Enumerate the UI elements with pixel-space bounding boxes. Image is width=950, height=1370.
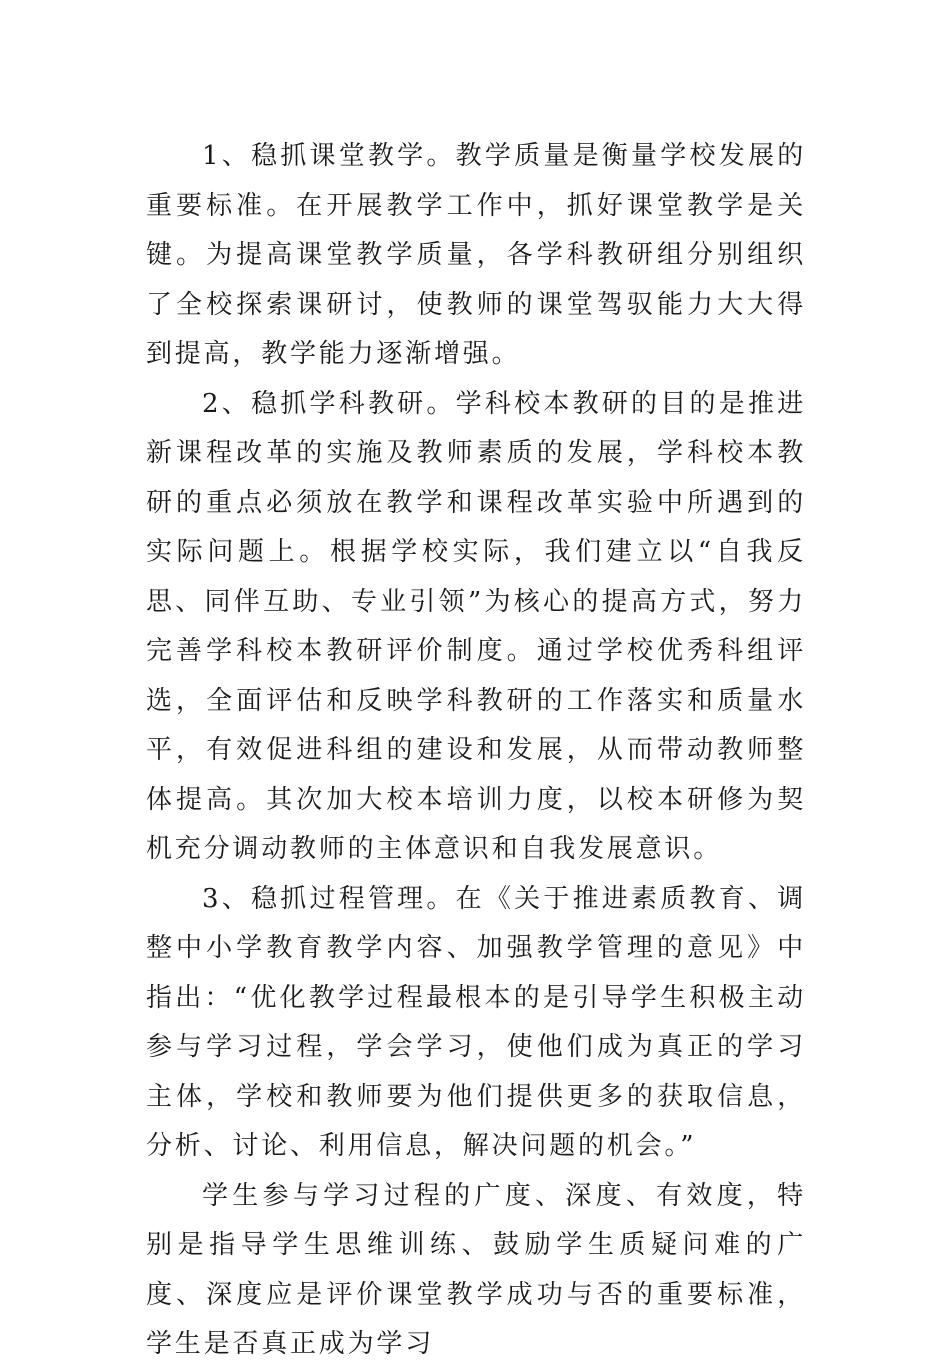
paragraph-classroom-teaching: 1、稳抓课堂教学。教学质量是衡量学校发展的重要标准。在开展教学工作中，抓好课堂教学是关键。为提高课堂教学质量，各学科教研组分别组织了全校探索课研讨，使教师的课堂驾驭能力大大得到提高，教学能力逐渐增强。 xyxy=(146,141,806,369)
document-body xyxy=(146,132,806,1370)
paragraph-subject-research: 2、稳抓学科教研。学科校本教研的目的是推进新课程改革的实施及教师素质的发展，学科校本教研的重点必须放在教学和课程改革实验中所遇到的实际问题上。根据学校实际，我们建立以“自我反思、同伴互助、专业引领”为核心的提高方式，努力完善学科校本教研评价制度。通过学校优秀科组评选，全面评估和反映学科教研的工作落实和质量水平，有效促进科组的建设和发展，从而带动教师整体提高。其次加大校本培训力度，以校本研修为契机充分调动教师的主体意识和自我发展意识。 xyxy=(146,388,806,864)
paragraph-student-participation: 学生参与学习过程的广度、深度、有效度，特别是指导学生思维训练、鼓励学生质疑问难的广度、深度应是评价课堂教学成功与否的重要标准，学生是否真正成为学习 xyxy=(146,1180,806,1359)
paragraph-process-management: 3、稳抓过程管理。在《关于推进素质教育、调整中小学教育教学内容、加强教学管理的意见》中指出：“优化教学过程最根本的是引导学生积极主动参与学习过程，学会学习，使他们成为真正的学习主体，学校和教师要为他们提供更多的获取信息，分析、讨论、利用信息，解决问题的机会。” xyxy=(146,883,806,1161)
